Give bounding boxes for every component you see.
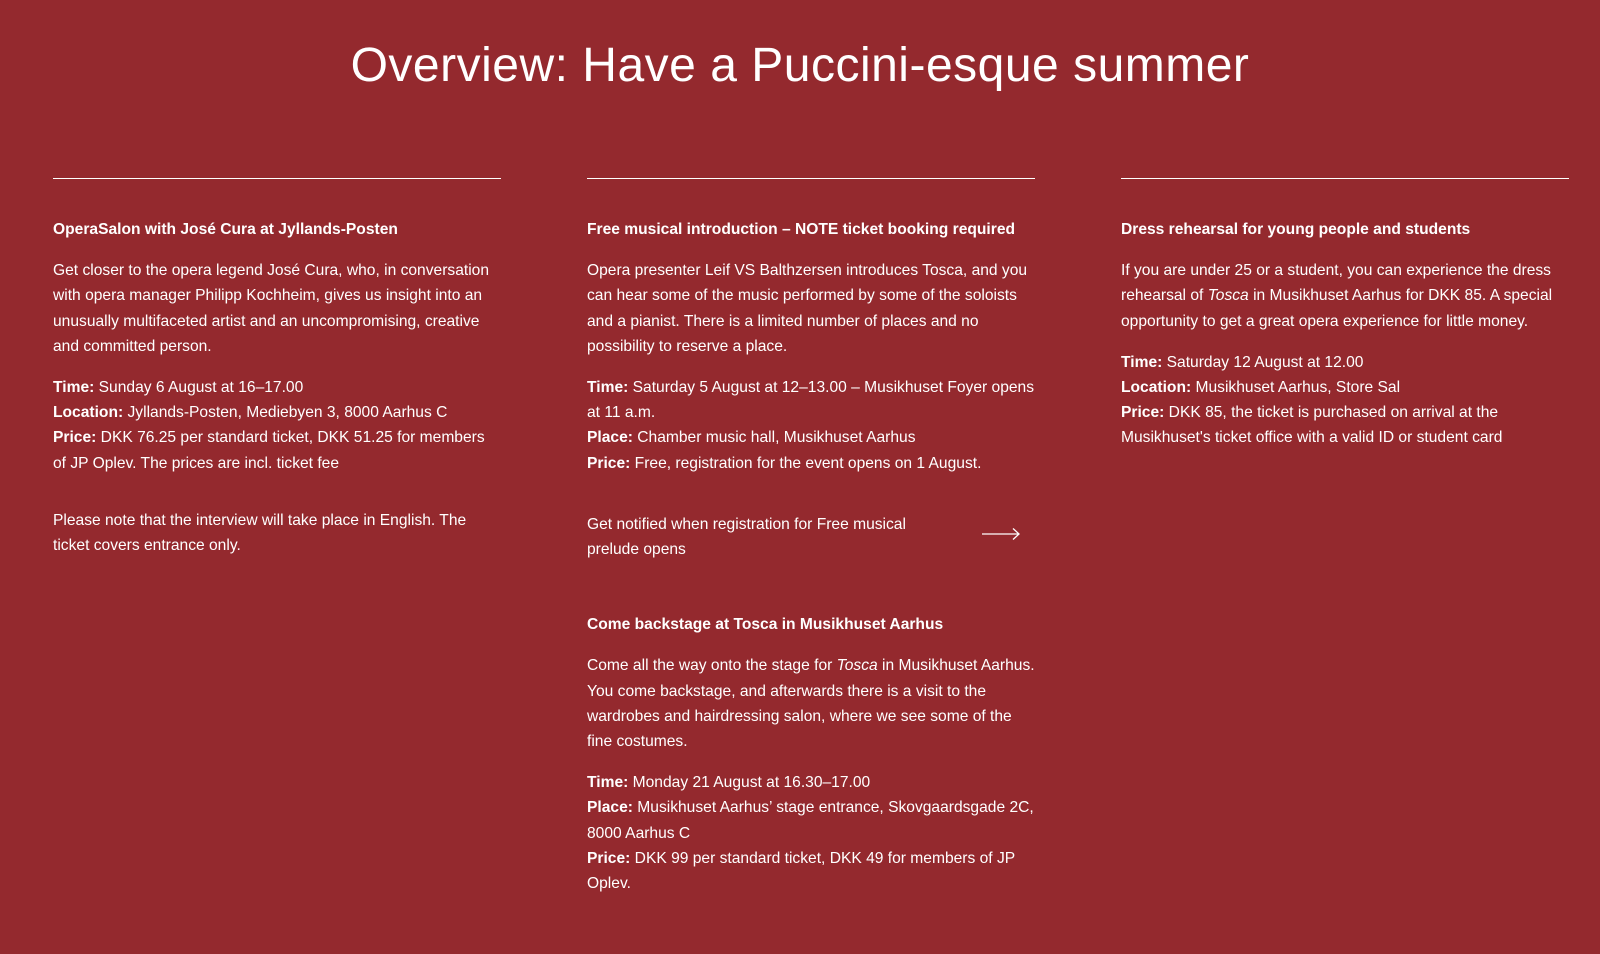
time-label: Time: [587, 379, 629, 397]
event-heading: Free musical introduction – NOTE ticket booking required [587, 221, 1016, 238]
event-description: If you are under 25 or a student, you can experience the dress rehearsal of Tosca in Musikhuset Aarhus for DKK 85. A special opportunity to get a great opera experience for little money. [1121, 262, 1553, 330]
event-details [587, 375, 1035, 476]
time-label: Time: [1121, 353, 1163, 371]
tosca-emphasis: Tosca [836, 657, 878, 675]
place-label: Place: [587, 429, 633, 447]
divider [1121, 178, 1569, 179]
event-description: Get closer to the opera legend José Cura, who, in conversation with opera manager Philipp Kochheim, gives us insight into an unusually multifaceted artist and an uncompromising, creative and committed person. [53, 262, 490, 355]
price-value: Free, registration for the event opens on 1 August. [630, 454, 982, 472]
place-value: Musikhuset Aarhus’ stage entrance, Skovgaardsgade 2C, 8000 Aarhus C [587, 799, 1034, 842]
location-value: Jyllands-Posten, Mediebyen 3, 8000 Aarhus C [123, 404, 448, 422]
event-description-backstage: Come all the way onto the stage for Tosca in Musikhuset Aarhus. You come backstage, and afterwards there is a visit to the wardrobes and hairdressing salon, where we see some of the fine costumes. [587, 657, 1035, 751]
place-label: Place: [587, 799, 633, 817]
get-notified-link[interactable] [587, 512, 1035, 562]
divider [587, 178, 1035, 179]
page-title: Overview: Have a Puccini-esque summer [350, 39, 1250, 92]
price-value: DKK 99 per standard ticket, DKK 49 for members of JP Oplev. [587, 849, 1015, 893]
location-label: Location: [53, 404, 124, 422]
price-label: Price: [587, 849, 631, 867]
event-column-opera-salon [53, 178, 501, 574]
time-label: Time: [587, 774, 629, 792]
price-value: DKK 85, the ticket is purchased on arrival at the Musikhuset's ticket office with a valid ID or student card [1121, 404, 1503, 447]
price-label: Price: [587, 454, 631, 472]
location-value: Musikhuset Aarhus, Store Sal [1191, 379, 1401, 397]
time-value: Saturday 5 August at 12–13.00 – Musikhuset Foyer opens at 11 a.m. [587, 379, 1035, 422]
place-value: Chamber music hall, Musikhuset Aarhus [632, 429, 916, 447]
event-details [1121, 350, 1569, 451]
event-heading: OperaSalon with José Cura at Jyllands-Posten [53, 221, 398, 238]
divider [53, 178, 501, 179]
language-note: Please note that the interview will take place in English. The ticket covers entrance only. [53, 511, 467, 555]
price-value: DKK 76.25 per standard ticket, DKK 51.25 for members of JP Oplev. The prices are incl. ticket fee [53, 429, 485, 472]
time-value: Monday 21 August at 16.30–17.00 [628, 774, 871, 792]
get-notified-text: Get notified when registration for Free musical prelude opens [587, 515, 906, 559]
event-details-backstage [587, 770, 1035, 896]
time-value: Saturday 12 August at 12.00 [1162, 353, 1364, 371]
price-label: Price: [53, 429, 97, 447]
event-heading-backstage: Come backstage at Tosca in Musikhuset Aarhus [587, 616, 944, 634]
tosca-emphasis: Tosca [1207, 287, 1249, 305]
event-details [53, 375, 501, 476]
price-label: Price: [1121, 404, 1165, 422]
event-heading: Dress rehearsal for young people and students [1121, 221, 1471, 238]
time-label: Time: [53, 379, 95, 397]
location-label: Location: [1121, 379, 1192, 397]
time-value: Sunday 6 August at 16–17.00 [94, 379, 304, 397]
event-description: Opera presenter Leif VS Balthzersen introduces Tosca, and you can hear some of the music performed by some of the soloists and a pianist. There is a limited number of places and no possibility to reserve a place. [587, 262, 1028, 355]
event-column-musical-introduction [587, 178, 1035, 912]
event-column-dress-rehearsal [1121, 178, 1569, 467]
arrow-right-icon [981, 524, 1035, 549]
